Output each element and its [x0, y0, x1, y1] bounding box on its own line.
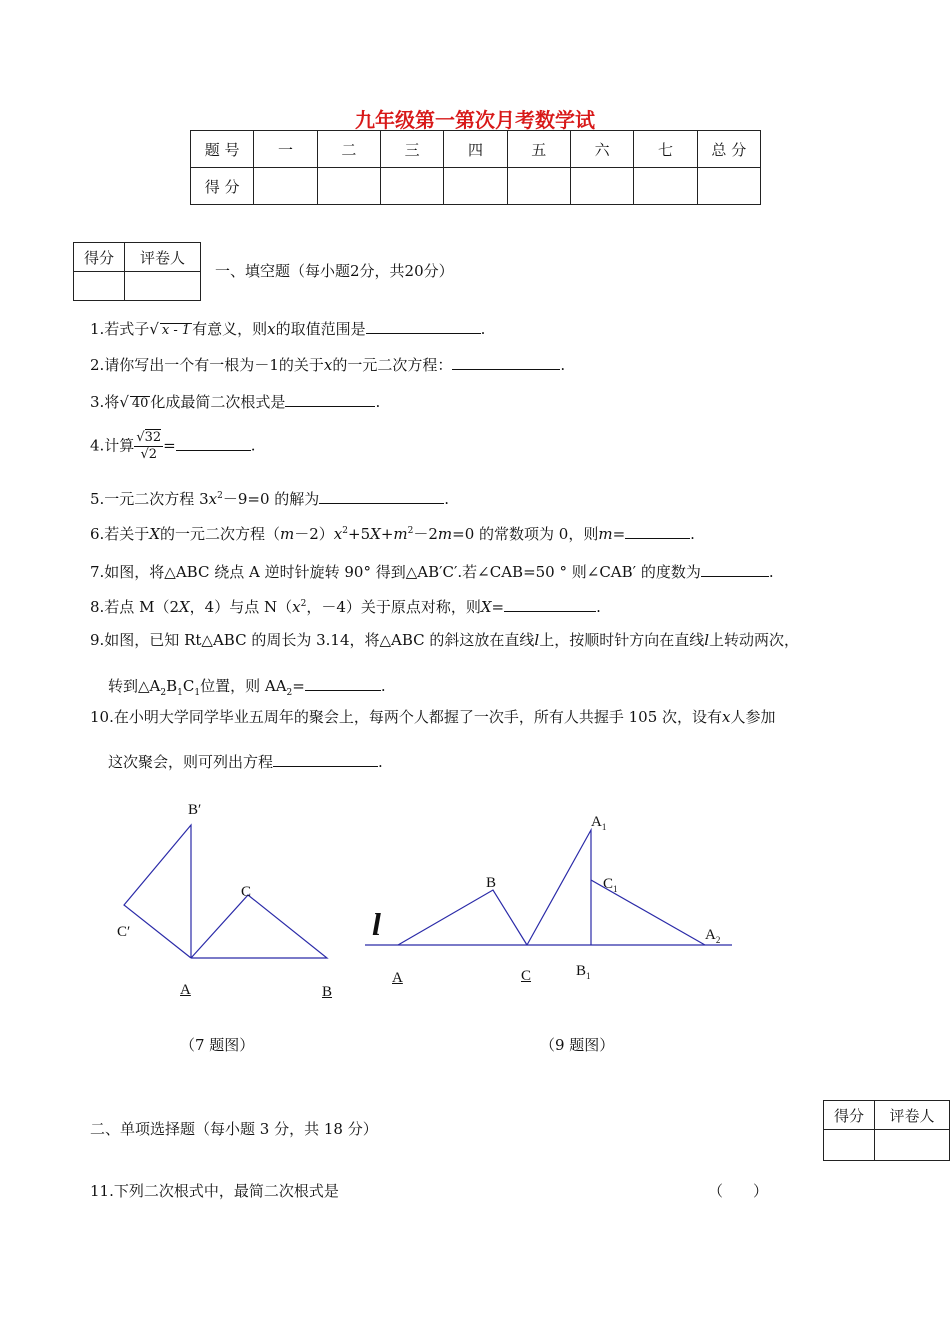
radical-sign: √ [149, 320, 159, 338]
q6-x: x [333, 525, 343, 543]
header-cell: 四 [444, 131, 507, 168]
label-a-9: A [392, 970, 403, 986]
grader-box-section2 [823, 1100, 950, 1161]
q3-text: 化成最简二次根式是 [150, 393, 286, 411]
q4-end: . [250, 436, 256, 455]
label-b-prime: B′ [188, 802, 202, 818]
header-cell: 三 [380, 131, 443, 168]
q7-end: . [768, 563, 774, 581]
q8-exponent: 2 [300, 599, 307, 609]
radical-sign: √ [136, 430, 145, 445]
q6-text: =0 的常数项为 0，则 [452, 525, 599, 543]
q6-m: m [280, 525, 295, 543]
label-c-9: C [521, 968, 532, 984]
q9-text: = [292, 677, 305, 695]
header-cell: 一 [254, 131, 317, 168]
grader-name-label: 评卷人 [125, 243, 201, 272]
q3-text: 3.将 [90, 393, 120, 411]
q8-text: ，－4）关于原点对称，则 [306, 598, 481, 616]
header-cell: 二 [317, 131, 380, 168]
q9-line-var: l [704, 631, 710, 649]
q6-var: X [370, 525, 381, 543]
q6-m: m [598, 525, 613, 543]
triangle-ab-prime-c-prime [124, 825, 191, 958]
label-c1: $C_1$ [603, 876, 618, 894]
q4-equals: = [163, 436, 176, 455]
q9-line-var: l [534, 631, 540, 649]
q9-text: 转到△A [108, 677, 161, 695]
label-a1: $A_1$ [591, 814, 607, 832]
section1-heading: 一、填空题（每小题2分，共20分） [215, 262, 454, 280]
q9-text: 位置，则 AA [200, 677, 287, 695]
q2-text: 的一元二次方程： [332, 356, 453, 374]
q9-subscript: 1 [194, 688, 201, 698]
q4-denominator: 2 [148, 447, 158, 462]
label-b-9: B [486, 875, 497, 891]
figure-9-shape [365, 830, 732, 945]
figure-9-caption: （9 题图） [540, 1036, 615, 1054]
q3-radicand: 40 [131, 396, 149, 411]
q1-text: 有意义，则 [192, 320, 268, 338]
q10-text: 这次聚会，则可列出方程 [108, 753, 274, 771]
q4-numerator: 32 [144, 430, 162, 445]
label-b: B [322, 984, 333, 1000]
q9-text: C [182, 677, 195, 695]
q9-text: B [166, 677, 178, 695]
q1-text: 的取值范围是 [275, 320, 366, 338]
grader-score-cell[interactable] [824, 1130, 875, 1161]
q8-end: . [596, 598, 601, 616]
q6-exponent: 2 [342, 526, 348, 536]
q11-answer-paren[interactable]: （ ） [708, 1182, 769, 1200]
triangle-a1b1c1 [527, 830, 591, 945]
q10-var: x [722, 708, 731, 726]
q9-subscript: 1 [177, 688, 183, 698]
q10-end: . [378, 753, 383, 771]
q4-text: 4.计算 [90, 436, 135, 455]
q5-end: . [444, 490, 450, 508]
q10-text: 10.在小明大学同学毕业五周年的聚会上，每两个人都握了一次手，所有人共握手 105 次，设有 [90, 708, 723, 726]
q9-text: 9.如图，已知 Rt△ABC 的周长为 3.14，将△ABC 的斜这放在直线 [90, 631, 535, 649]
q8-var: X [178, 598, 190, 616]
label-c-prime: C′ [117, 924, 131, 940]
q2-var: x [323, 356, 333, 374]
header-cell: 题 号 [191, 131, 254, 168]
page-title: 九年级第一第次月考数学试 [355, 108, 595, 132]
q6-text: = [612, 525, 626, 543]
triangle-abc [191, 895, 327, 958]
q7-text: 7.如图，将△ABC 绕点 A 逆时针旋转 90° 得到△AB′C′.若∠CAB=50 ° 则∠CAB′ 的度数为 [90, 563, 701, 581]
label-c: C [241, 884, 252, 900]
q6-m: m [437, 525, 453, 543]
section2-heading: 二、单项选择题（每小题 3 分，共 18 分） [90, 1120, 378, 1138]
triangle-abc-9 [398, 890, 527, 945]
grader-name-label: 评卷人 [875, 1101, 950, 1130]
q8-text: 8.若点 M（2 [90, 598, 179, 616]
header-cell: 五 [507, 131, 570, 168]
q9-text: 上转动两次， [709, 631, 800, 649]
q6-text: 6.若关于 [90, 525, 150, 543]
q9-text: 上，按顺时针方向在直线 [539, 631, 705, 649]
header-cell: 总 分 [697, 131, 760, 168]
q6-text: －2） [294, 525, 334, 543]
q6-text: 的一元二次方程（ [160, 525, 281, 543]
q6-text: －2 [413, 525, 438, 543]
q6-m: m [393, 525, 408, 543]
q8-var: X [480, 598, 492, 616]
header-cell: 六 [570, 131, 633, 168]
grader-name-cell[interactable] [875, 1130, 950, 1161]
figure-7-shape [124, 825, 327, 958]
q3-end: . [375, 393, 381, 411]
q10-text: 人参加 [730, 708, 776, 726]
q6-exponent: 2 [407, 526, 414, 536]
q5-exponent: 2 [217, 491, 223, 501]
q9-subscript: 2 [286, 688, 293, 698]
q2-text: 2.请你写出一个有一根为－1的关于 [90, 356, 324, 374]
q9-subscript: 2 [160, 688, 167, 698]
label-b1: $B_1$ [576, 963, 591, 981]
q6-var: X [149, 525, 160, 543]
q1-var: x [267, 320, 276, 338]
q8-text: = [491, 598, 505, 616]
q2-end: . [560, 356, 566, 374]
q6-end: . [690, 525, 695, 543]
label-a2: $A_2$ [705, 927, 721, 945]
q1-end: . [480, 320, 486, 338]
row-label-cell: 得 分 [191, 168, 254, 205]
q5-text: 5.一元二次方程 3 [90, 490, 209, 508]
radical-sign: √ [140, 447, 149, 462]
grader-score-label: 得分 [824, 1101, 875, 1130]
q5-var: x [208, 490, 218, 508]
q6-text: + [380, 525, 394, 543]
q6-text: +5 [348, 525, 371, 543]
q5-text: －9=0 的解为 [222, 490, 320, 508]
header-cell: 七 [634, 131, 697, 168]
question-11: 11.下列二次根式中，最简二次根式是 [90, 1182, 339, 1200]
label-l: l [372, 906, 381, 942]
figure-7-caption: （7 题图） [180, 1036, 255, 1054]
q1-text: 1.若式子 [90, 320, 150, 338]
q1-radicand: x - 1 [161, 323, 191, 338]
q8-text: ，4）与点 N（ [189, 598, 293, 616]
label-a: A [180, 982, 191, 998]
grader-score-label: 得分 [74, 243, 125, 272]
q9-end: . [380, 677, 386, 695]
radical-sign: √ [119, 393, 129, 411]
q8-x: x [292, 598, 301, 616]
